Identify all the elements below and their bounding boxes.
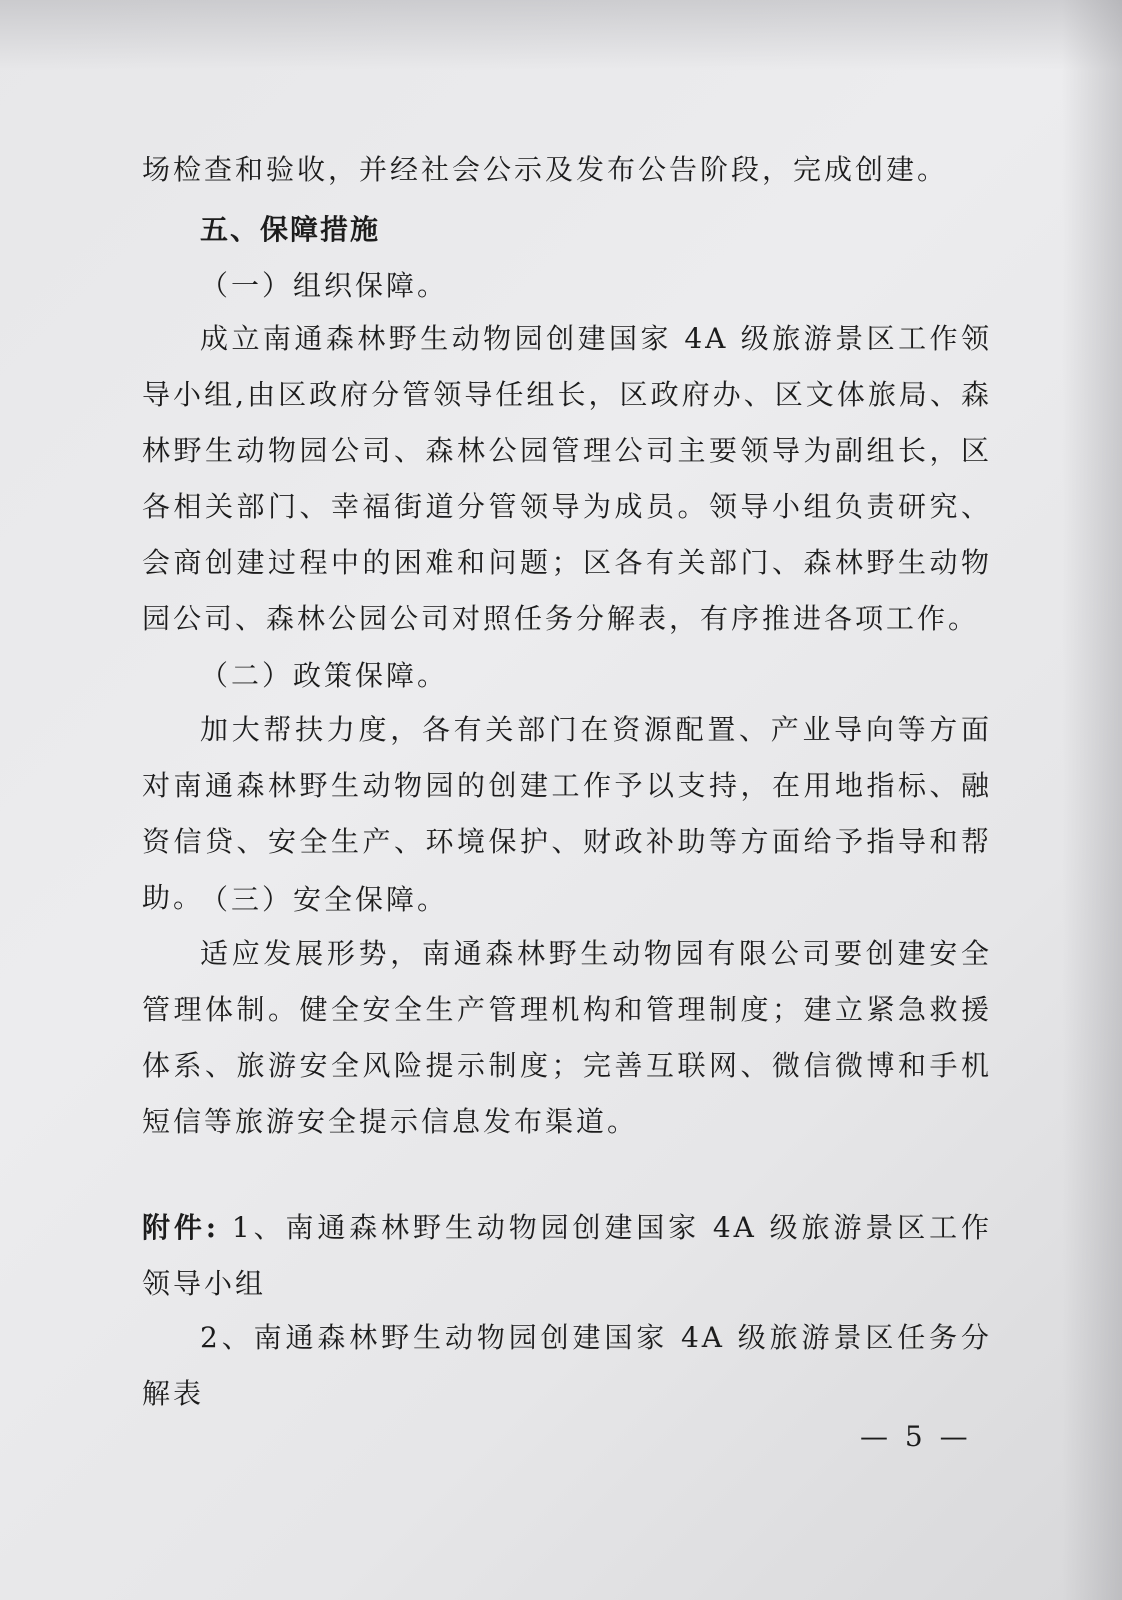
attachment-item-1-text: 1、南通森林野生动物园创建国家 4A 级旅游景区工作领导小组 [142, 1211, 992, 1300]
subsection-title-safety: （三）安全保障。 [200, 883, 449, 916]
section-heading-safeguards: 五、保障措施 [200, 213, 381, 246]
paragraph-organization: 成立南通森林野生动物园创建国家 4A 级旅游景区工作领导小组,由区政府分管领导任组长，区政府办、区文体旅局、森林野生动物园公司、森林公园管理公司主要领导为副组长，区各相关部门、幸福街道分管领导为成员。领导小组负责研究、会商创建过程中的困难和问题；区各有关部门、森林野生动物园公司、森林公园公司对照任务分解表，有序推进各项工作。 [142, 322, 992, 635]
page-shadow-right [1062, 0, 1122, 1600]
attachment-item-1 [142, 1200, 992, 1312]
subsection-title-policy: （二）政策保障。 [200, 659, 449, 692]
paragraph-safety: 适应发展形势，南通森林野生动物园有限公司要创建安全管理体制。健全安全生产管理机构和管理制度；建立紧急救援体系、旅游安全风险提示制度；完善互联网、微信微博和手机短信等旅游安全提示信息发布渠道。 [142, 937, 992, 1138]
paragraph-policy: 加大帮扶力度，各有关部门在资源配置、产业导向等方面对南通森林野生动物园的创建工作予以支持，在用地指标、融资信贷、安全生产、环境保护、财政补助等方面给予指导和帮助。 [142, 713, 992, 914]
page-shadow-top [0, 0, 1122, 70]
attachment-item-2: 2、南通森林野生动物园创建国家 4A 级旅游景区任务分解表 [142, 1321, 992, 1410]
subsection-title-organization: （一）组织保障。 [200, 269, 449, 302]
attachment-label: 附件: [142, 1211, 220, 1244]
page-number: — 5 — [860, 1420, 972, 1453]
paragraph-continuation: 场检查和验收，并经社会公示及发布公告阶段，完成创建。 [142, 153, 949, 186]
